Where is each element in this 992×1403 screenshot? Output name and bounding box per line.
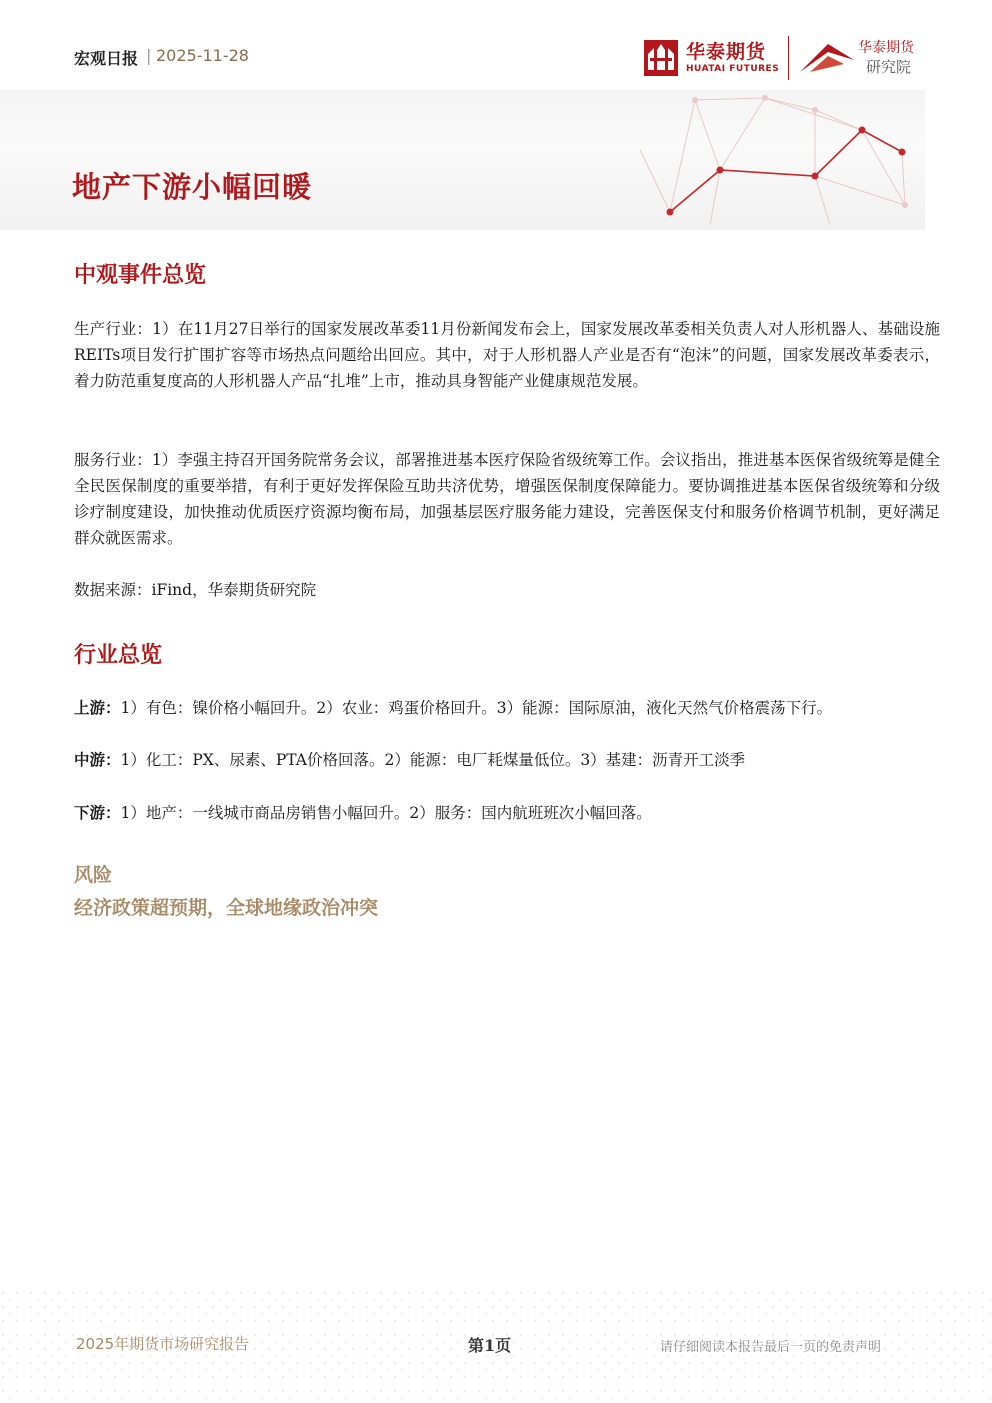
logo-divider [788, 36, 789, 80]
huatai-logo-icon [644, 40, 678, 76]
upstream-row [74, 695, 940, 721]
data-source: 数据来源：iFind，华泰期货研究院 [74, 581, 317, 599]
downstream-label: 下游： [74, 804, 121, 822]
footer-report-name: 2025年期货市场研究报告 [76, 1335, 250, 1353]
institute-logo-icon [798, 38, 858, 76]
page-number: 第1页 [468, 1336, 512, 1355]
disclaimer-notice: 请仔细阅读本报告最后一页的免责声明 [660, 1340, 882, 1355]
industry-overview-heading: 行业总览 [74, 643, 163, 668]
report-date: 2025-11-28 [156, 46, 249, 65]
institute-name-line2: 研究院 [866, 58, 912, 76]
downstream-text: 1）地产：一线城市商品房销售小幅回升。2）服务：国内航班班次小幅回落。 [120, 804, 652, 822]
page-title: 地产下游小幅回暖 [72, 170, 313, 204]
midstream-text: 1）化工：PX、尿素、PTA价格回落。2）能源：电厂耗煤量低位。3）基建：沥青开工淡季 [120, 751, 746, 769]
institute-name-line1: 华泰期货 [858, 40, 914, 56]
production-paragraph: 生产行业：1）在11月27日举行的国家发展改革委11月份新闻发布会上，国家发展改革委相关负责人对人形机器人、基础设施REITs项目发行扩围扩容等市场热点问题给出回应。其中，对于人形机器人产业是否有“泡沫”的问题，国家发展改革委表示，着力防范重复度高的人形机器人产品“扎堆”上市，推动具身智能产业健康规范发展。 [74, 320, 940, 390]
title-banner [0, 90, 925, 230]
network-graphic-icon [600, 90, 925, 230]
downstream-row [74, 800, 940, 826]
upstream-text: 1）有色：镍价格小幅回升。2）农业：鸡蛋价格回升。3）能源：国际原油，液化天然气价格震荡下行。 [120, 699, 833, 717]
midstream-label: 中游： [74, 751, 121, 769]
header-separator: | [146, 46, 152, 65]
risk-heading: 风险 [74, 864, 113, 886]
midstream-row [74, 747, 940, 773]
page-header [0, 0, 992, 90]
report-type: 宏观日报 [74, 49, 139, 68]
service-paragraph: 服务行业：1）李强主持召开国务院常务会议，部署推进基本医疗保险省级统筹工作。会议指出，推进基本医保省级统筹是健全全民医保制度的重要举措，有利于更好发挥保险互助共济优势，增强医保制度保障能力。要协调推进基本医保省级统筹和分级诊疗制度建设，加快推动优质医疗资源均衡布局，加强基层医疗服务能力建设，完善医保支付和服务价格调节机制，更好满足群众就医需求。 [74, 451, 940, 547]
meso-events-heading: 中观事件总览 [74, 263, 207, 288]
brand-name-cn: 华泰期货 [686, 41, 767, 63]
risk-text: 经济政策超预期，全球地缘政治冲突 [74, 897, 379, 919]
upstream-label: 上游： [74, 699, 121, 717]
brand-name-en: HUATAI FUTURES [686, 64, 780, 74]
